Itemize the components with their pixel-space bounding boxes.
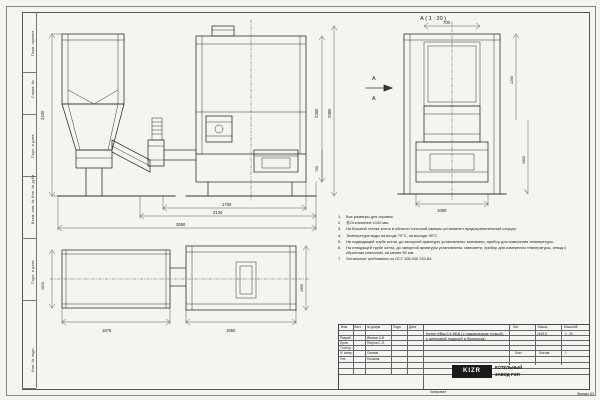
- section-arrow-label: А: [372, 76, 376, 82]
- note-item: [338, 233, 578, 238]
- note-text: 基Отклонение ±100 мм.: [346, 220, 389, 226]
- tb-name-4: Носиков: [367, 357, 380, 361]
- tb-sheets-value: 1: [565, 351, 567, 355]
- tb-sheet-label: Лист: [515, 351, 522, 355]
- note-number: 2.: [338, 220, 342, 226]
- tb-name-3: Осипов: [367, 351, 379, 355]
- tb-col-list: Лист: [354, 325, 361, 330]
- format-label: Формат А3: [576, 392, 594, 396]
- margin-label-3: Взам. инв. № Инв. № дубл.: [31, 173, 35, 224]
- note-text: На подводящей трубе котла, до запорной арматуры установлены: манометр, прибор для измерения температуры.: [346, 238, 555, 244]
- dim-1700: 1700: [222, 202, 232, 207]
- section-title: А ( 1 : 20 ): [420, 16, 447, 22]
- tb-name-0: Иванов А.В.: [367, 335, 385, 340]
- tb-col-podp: Подп.: [393, 325, 402, 330]
- note-number: 7.: [338, 256, 342, 262]
- note-number: 3.: [338, 226, 342, 232]
- copied-label: Копировал: [430, 390, 446, 394]
- note-text: На отводящей трубе котла, до запорной арматуры установлены: манометр, прибор для измерения температуры, отвод с обратным клапаном, на менее 50 мм.: [346, 244, 566, 255]
- dim-2280: 2280: [314, 108, 319, 118]
- dim-1080: 1080: [437, 208, 447, 213]
- dim-2200: 2200: [510, 76, 514, 84]
- tb-sheets-label: Листов: [539, 351, 550, 355]
- note-item: [338, 226, 578, 231]
- tb-doc-title: Котел КВм-0,6 КБД (с радиальным топкой), с шнековой подачей и бункером): [426, 331, 505, 341]
- company-name: [495, 364, 522, 378]
- tb-lit-header: Лит.: [513, 325, 519, 330]
- company-logo-area: [452, 364, 584, 384]
- dim-1650: 1650: [226, 328, 236, 333]
- note-number: 5.: [338, 238, 342, 244]
- dim-1950: 1950: [522, 156, 526, 164]
- note-number: 4.: [338, 232, 342, 238]
- note-item: [338, 220, 578, 225]
- tb-mass-header: Масса: [538, 325, 548, 330]
- margin-label-4: Подп. и дата: [31, 260, 35, 284]
- note-item: [338, 239, 578, 244]
- tb-col-docnum: № докум.: [367, 325, 382, 330]
- dim-2380: 2380: [327, 108, 332, 118]
- dim-1675: 1675: [102, 328, 112, 333]
- dim-700-front: 700: [315, 166, 319, 172]
- company-line2: ЗАВОД РЭП: [495, 372, 520, 377]
- margin-label-2: Подп. и дата: [31, 134, 35, 158]
- note-text: Остальные требования по ОСТ 108 030.133-84.: [346, 256, 433, 262]
- margin-label-5: Инв. № подл.: [31, 347, 35, 372]
- tb-scale-value: 1 : 20: [565, 332, 573, 336]
- tb-name-1: Петров С.Н.: [367, 340, 385, 345]
- tb-role-2: Т.контр.: [340, 345, 352, 350]
- dim-2430: 2430: [40, 110, 45, 120]
- tb-role-4: Утв.: [340, 357, 347, 361]
- note-text: На боковой стенке котла в области топочной камеры установлен предохранительный штуцер.: [346, 226, 517, 232]
- tb-scale-header: Масштаб: [564, 325, 578, 330]
- tb-mass-value: 2169,5: [537, 332, 547, 336]
- technical-notes: [338, 214, 578, 262]
- note-text: Температура воды на входе 70°С, на выходе 95°С.: [346, 232, 439, 238]
- tb-role-0: Разраб.: [340, 335, 352, 340]
- dim-3550: 3550: [176, 222, 186, 227]
- dim-2130: 2130: [213, 210, 223, 215]
- company-line1: КОТЕЛЬНЫЙ: [495, 365, 523, 370]
- note-item: [338, 245, 578, 255]
- margin-label-1: Справ. №: [31, 80, 35, 98]
- tb-role-1: Пров.: [340, 340, 349, 345]
- dim-1955: 1955: [300, 284, 304, 292]
- note-item: [338, 256, 578, 261]
- tb-col-izm: Изм.: [341, 325, 348, 330]
- margin-label-0: Перв. примен.: [31, 29, 35, 56]
- tb-role-3: Н. контр.: [340, 351, 354, 355]
- company-logo-mark: KIZR: [452, 365, 492, 378]
- note-text: Все размеры для справок.: [346, 214, 394, 219]
- dim-700-section: 700: [443, 20, 450, 25]
- note-number: 6.: [338, 244, 342, 250]
- note-item: [338, 214, 578, 219]
- tb-col-data: Дата: [409, 325, 417, 330]
- note-number: 1.: [338, 214, 342, 219]
- dim-1625: 1625: [41, 282, 45, 290]
- section-arrow-label-2: А: [372, 96, 376, 102]
